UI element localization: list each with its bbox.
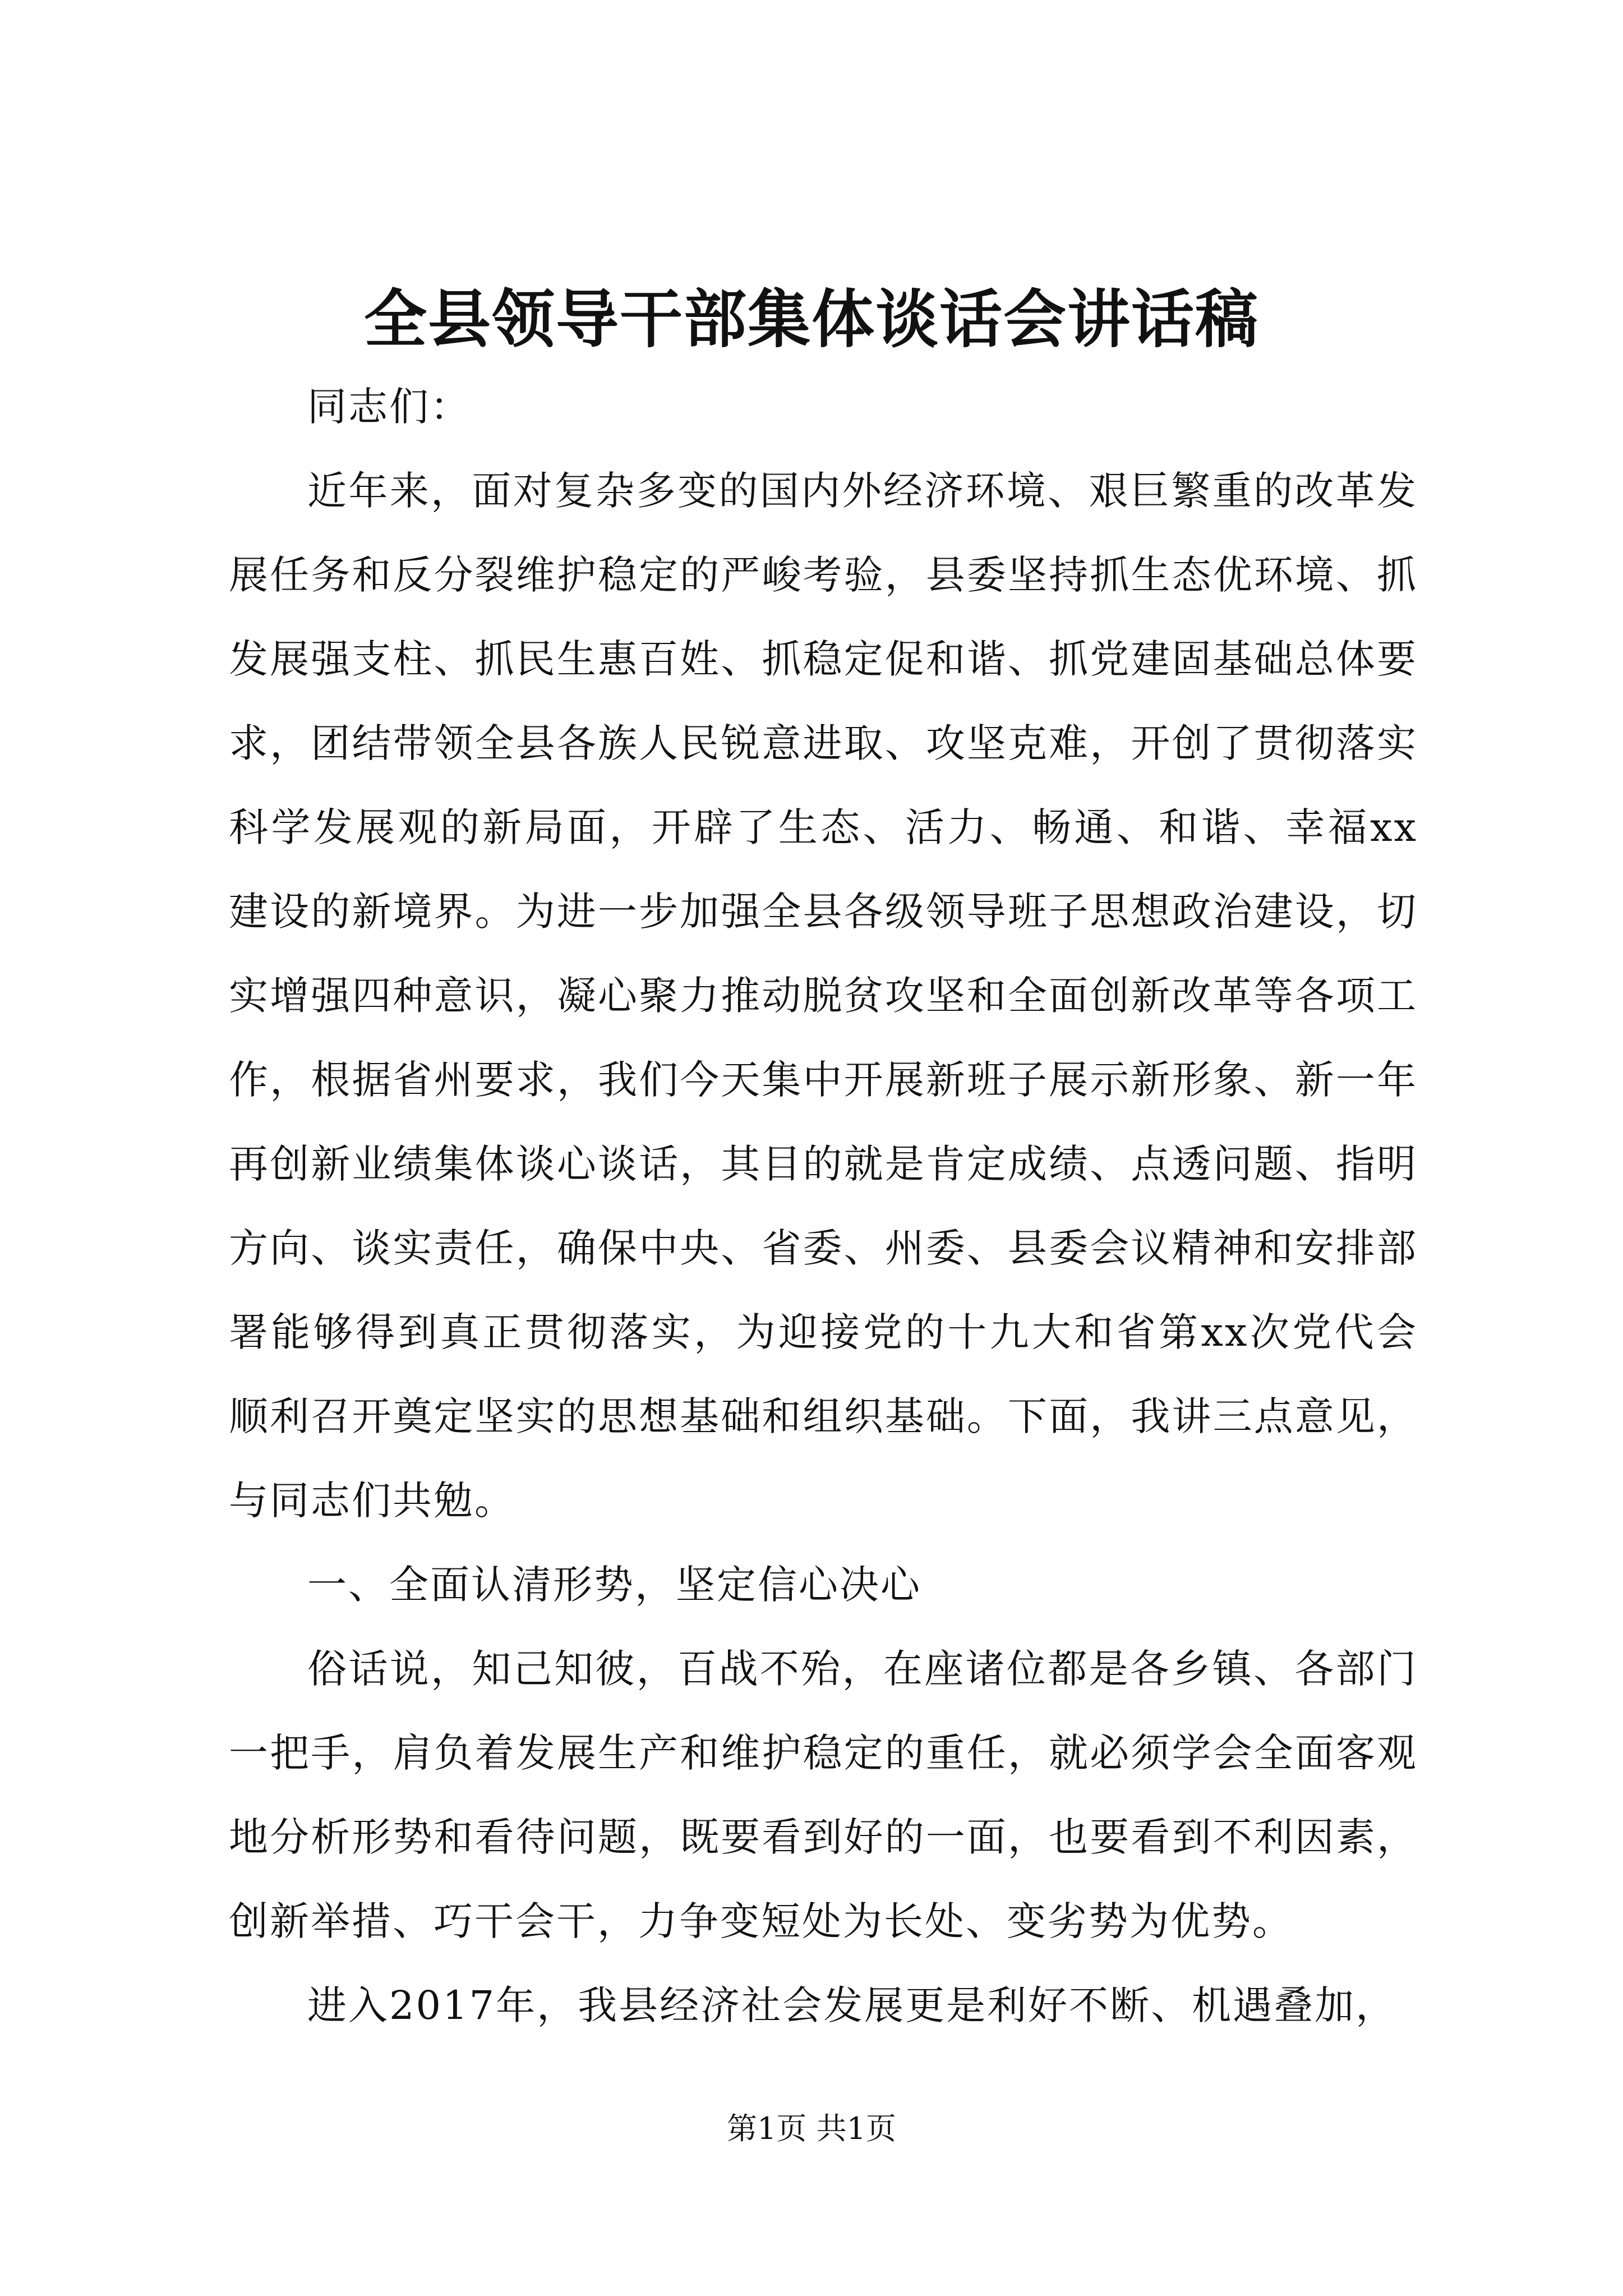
salutation: 同志们：	[307, 384, 471, 430]
section-heading: 一、全面认清形势，坚定信心决心	[307, 1562, 921, 1608]
body-paragraph: 近年来，面对复杂多变的国内外经济环境、艰巨繁重的改革发展任务和反分裂维护稳定的严峻考验，县委坚持抓生态优环境、抓发展强支柱、抓民生惠百姓、抓稳定促和谐、抓党建固基础总体要求，团结带领全县各族人民锐意进取、攻坚克难，开创了贯彻落实科学发展观的新局面，开辟了生态、活力、畅通、和谐、幸福xx建设的新境界。为进一步加强全县各级领导班子思想政治建设，切实增强四种意识，凝心聚力推动脱贫攻坚和全面创新改革等各项工作，根据省州要求，我们今天集中开展新班子展示新形象、新一年再创新业绩集体谈心谈话，其目的就是肯定成绩、点透问题、指明方向、谈实责任，确保中央、省委、州委、县委会议精神和安排部署能够得到真正贯彻落实，为迎接党的十九大和省第xx次党代会顺利召开奠定坚实的思想基础和组织基础。下面，我讲三点意见，与同志们共勉。	[229, 468, 1418, 1524]
body-paragraph: 俗话说，知己知彼，百战不殆，在座诸位都是各乡镇、各部门一把手，肩负着发展生产和维护稳定的重任，就必须学会全面客观地分析形势和看待问题，既要看到好的一面，也要看到不利因素，创新举措、巧干会干，力争变短处为长处、变劣势为优势。	[229, 1646, 1418, 1944]
body-paragraph: 进入2017年，我县经济社会发展更是利好不断、机遇叠加，	[307, 1982, 1397, 2028]
document-body	[229, 365, 1418, 2047]
page-footer: 第1页 共1页	[727, 2111, 896, 2146]
document-title: 全县领导干部集体谈话会讲话稿	[364, 283, 1259, 356]
